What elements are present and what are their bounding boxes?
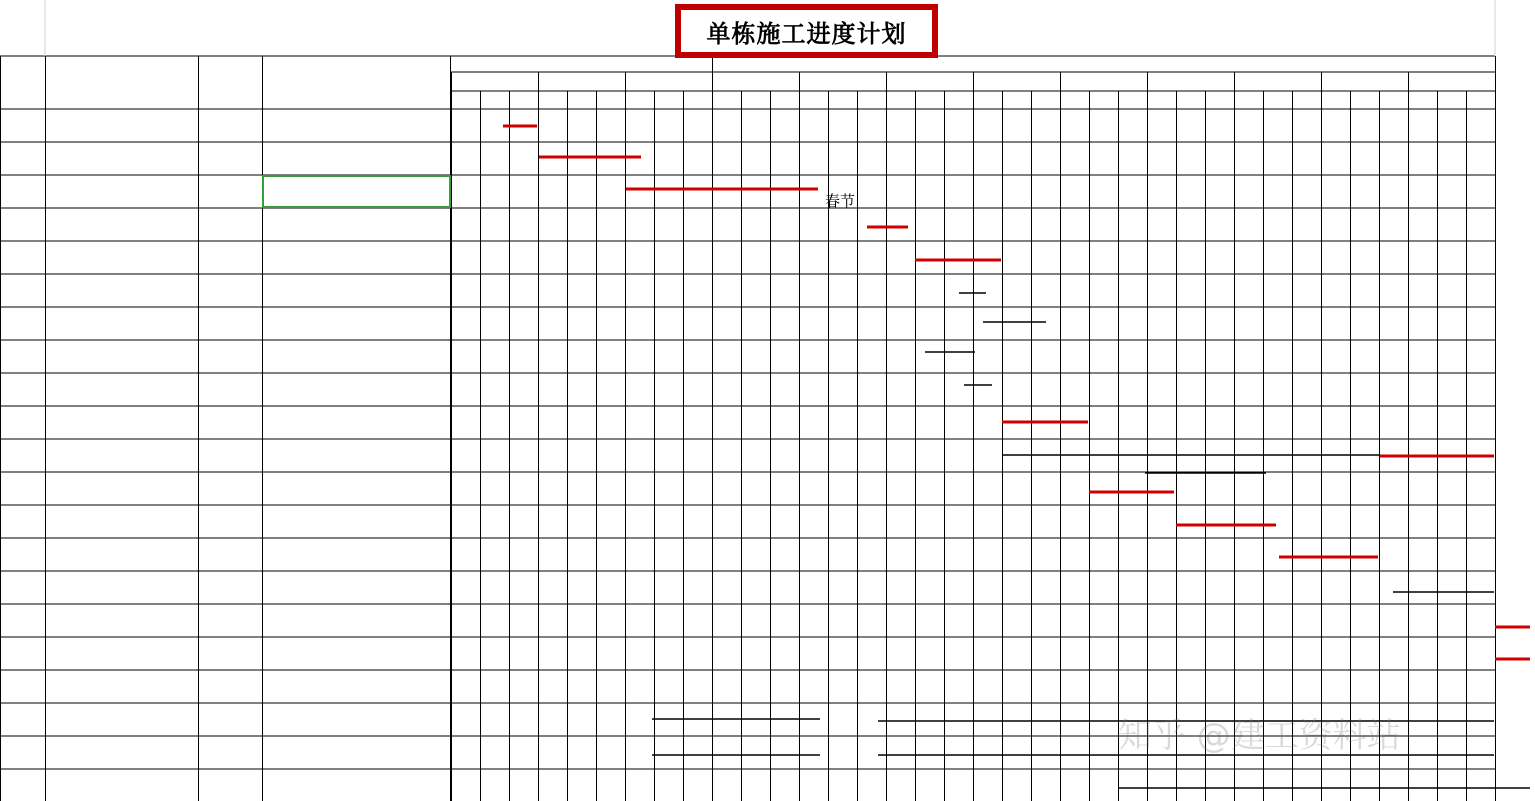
- task-name: [45, 276, 198, 306]
- task-name: [45, 752, 198, 768]
- dekad-header: [683, 93, 712, 108]
- task-duration: [198, 323, 262, 339]
- task-duration: [198, 686, 262, 702]
- task-time: [262, 424, 450, 438]
- month-header: [625, 75, 712, 90]
- task-duration: [198, 422, 262, 438]
- task-time: [262, 358, 450, 372]
- row-number: [0, 752, 40, 768]
- row-number: [0, 191, 40, 207]
- task-duration: [198, 785, 262, 801]
- dekad-header: [1379, 93, 1408, 108]
- task-name: [45, 554, 198, 570]
- task-time: [262, 292, 450, 306]
- task-name: [45, 422, 198, 438]
- task-time: [262, 721, 450, 735]
- task-duration: [198, 158, 262, 174]
- dekad-header: [538, 93, 567, 108]
- task-time: [262, 556, 450, 570]
- dekad-header: [799, 93, 828, 108]
- task-duration: [198, 224, 262, 240]
- task-time: [262, 622, 450, 636]
- task-name: [45, 191, 198, 207]
- task-time: [262, 490, 450, 504]
- dekad-header: [857, 93, 886, 108]
- task-name: [45, 785, 198, 801]
- dekad-header: [1263, 93, 1292, 108]
- row-number: [0, 323, 40, 339]
- month-header: [1321, 75, 1408, 90]
- task-name: [45, 389, 198, 405]
- task-duration: [198, 389, 262, 405]
- task-duration: [198, 752, 262, 768]
- task-duration: [198, 290, 262, 306]
- watermark: 知乎 @建工资料站: [1118, 716, 1401, 756]
- dekad-header: [1089, 93, 1118, 108]
- row-number: [0, 356, 40, 372]
- title-box: [675, 4, 938, 58]
- header-item: [45, 74, 198, 92]
- task-time: [262, 655, 450, 669]
- dekad-header: [451, 93, 480, 108]
- dekad-header: [1466, 93, 1495, 108]
- task-duration: [198, 620, 262, 636]
- dekad-header: [480, 93, 509, 108]
- task-name: [45, 125, 198, 141]
- task-time: [262, 325, 450, 339]
- task-name: [45, 257, 198, 273]
- month-header: [1147, 75, 1234, 90]
- task-time: [262, 787, 450, 801]
- task-duration: [198, 587, 262, 603]
- task-duration: [198, 488, 262, 504]
- dekad-header: [625, 93, 654, 108]
- dekad-header: [712, 93, 741, 108]
- task-time: [262, 523, 450, 537]
- row-number: [0, 290, 40, 306]
- task-duration: [198, 653, 262, 669]
- task-time: [262, 226, 450, 240]
- task-name: [45, 686, 198, 702]
- dekad-header: [567, 93, 596, 108]
- dekad-header: [915, 93, 944, 108]
- task-name: [45, 653, 198, 669]
- task-time: [262, 589, 450, 603]
- year-2011: [451, 57, 712, 72]
- month-header: [1234, 75, 1321, 90]
- dekad-header: [509, 93, 538, 108]
- row-number: [0, 257, 40, 273]
- month-header: [799, 75, 886, 90]
- task-name: [45, 356, 198, 372]
- row-number: [0, 158, 40, 174]
- task-duration: [198, 455, 262, 471]
- row-number: [0, 389, 40, 405]
- row-number: [0, 785, 40, 801]
- task-time: [262, 688, 450, 702]
- row-number: [0, 719, 40, 735]
- dekad-header: [1176, 93, 1205, 108]
- month-header: [886, 75, 973, 90]
- task-name: [45, 587, 198, 603]
- task-time: [262, 754, 450, 768]
- task-time: [262, 259, 450, 273]
- row-number: [0, 587, 40, 603]
- dekad-header: [1118, 93, 1147, 108]
- task-name: [45, 488, 198, 504]
- row-number: [0, 125, 40, 141]
- header-seq: [0, 91, 45, 109]
- dekad-header: [1350, 93, 1379, 108]
- task-time: [262, 391, 450, 405]
- task-duration: [198, 191, 262, 207]
- row-number: [0, 521, 40, 537]
- dekad-header: [1060, 93, 1089, 108]
- dekad-header: [1205, 93, 1234, 108]
- dekad-header: [596, 93, 625, 108]
- month-header: [538, 75, 625, 90]
- task-name: [45, 719, 198, 735]
- dekad-header: [973, 93, 1002, 108]
- dekad-header: [1408, 93, 1437, 108]
- row-number: [0, 554, 40, 570]
- task-time: [262, 160, 450, 174]
- header-period: [198, 74, 262, 92]
- selected-cell[interactable]: [262, 175, 451, 208]
- month-header: [1408, 75, 1495, 90]
- dekad-header: [741, 93, 770, 108]
- task-duration: [198, 719, 262, 735]
- page-title: 单栋施工进度计划: [706, 18, 907, 48]
- row-number: [0, 686, 40, 702]
- row-number: [0, 224, 40, 240]
- dekad-header: [1292, 93, 1321, 108]
- task-name: [45, 224, 198, 240]
- dekad-header: [1031, 93, 1060, 108]
- dekad-header: [1002, 93, 1031, 108]
- spring-festival-note: 春节: [825, 192, 856, 210]
- dekad-header: [1147, 93, 1176, 108]
- dekad-header: [770, 93, 799, 108]
- row-number: [0, 653, 40, 669]
- row-number: [0, 488, 40, 504]
- task-name: [45, 323, 198, 339]
- dekad-header: [1234, 93, 1263, 108]
- dekad-header: [1321, 93, 1350, 108]
- row-number: [0, 422, 40, 438]
- row-number: [0, 455, 40, 471]
- month-header: [712, 75, 799, 90]
- task-time: [262, 127, 450, 141]
- dekad-header: [828, 93, 857, 108]
- task-time: [262, 457, 450, 471]
- task-name: [45, 620, 198, 636]
- task-name: [45, 521, 198, 537]
- task-name: [45, 158, 198, 174]
- row-number: [0, 620, 40, 636]
- dekad-header: [654, 93, 683, 108]
- dekad-header: [886, 93, 915, 108]
- month-header: [1060, 75, 1147, 90]
- month-header: [451, 75, 538, 90]
- task-duration: [198, 356, 262, 372]
- dekad-header: [944, 93, 973, 108]
- year-2010: [712, 57, 1495, 72]
- task-duration: [198, 125, 262, 141]
- month-header: [973, 75, 1060, 90]
- task-name: [45, 455, 198, 471]
- header-time: [262, 74, 450, 92]
- dekad-header: [1437, 93, 1466, 108]
- task-duration: [198, 521, 262, 537]
- task-duration: [198, 257, 262, 273]
- task-duration: [198, 554, 262, 570]
